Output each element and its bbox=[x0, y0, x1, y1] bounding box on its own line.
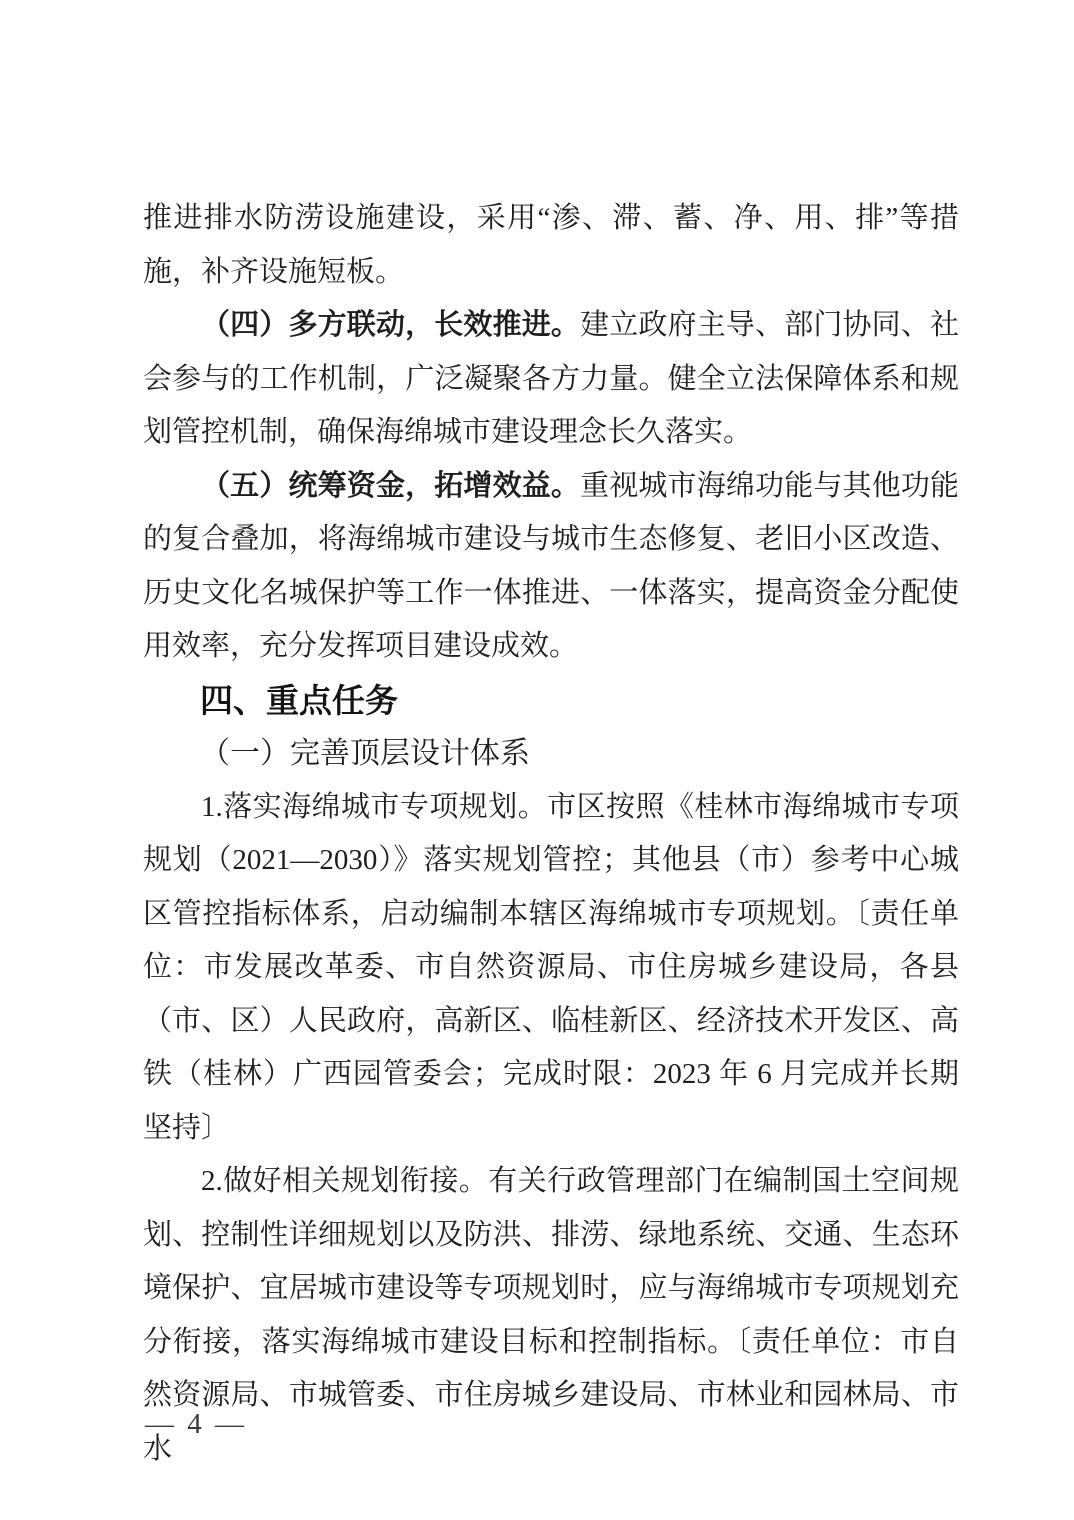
paragraph-task-2: 2.做好相关规划衔接。有关行政管理部门在编制国土空间规划、控制性详细规划以及防洪、排涝、绿地系统、交通、生态环境保护、宜居城市建设等专项规划时，应与海绵城市专项规划充分衔接，落实海绵城市建设目标和控制指标。〔责任单位：市自然资源局、市城管委、市住房城乡建设局、市林业和园林局、市水 bbox=[143, 1165, 959, 1465]
paragraph-item-four-lead: （四）多方联动，长效推进。 bbox=[201, 309, 581, 341]
paragraph-item-four-text: 建立政府主导、部门协同、社会参与的工作机制，广泛凝聚各方力量。健全立法保障体系和规划管控机制，确保海绵城市建设理念长久落实。 bbox=[143, 309, 959, 448]
paragraph-continuation: 推进排水防涝设施建设，采用“渗、滞、蓄、净、用、排”等措施，补齐设施短板。 bbox=[143, 202, 959, 288]
subsection-heading-top-level-design: （一）完善顶层设计体系 bbox=[200, 737, 530, 770]
section-heading-key-tasks: 四、重点任务 bbox=[200, 681, 398, 719]
paragraph-task-1: 1.落实海绵城市专项规划。市区按照《桂林市海绵城市专项规划（2021—2030）》落实规划管控；其他县（市）参考中心城区管控指标体系，启动编制本辖区海绵城市专项规划。〔责任单位：市发展改革委、市自然资源局、市住房城乡建设局，各县（市、区）人民政府，高新区、临桂新区、经济技术开发区、高铁（桂林）广西园管委会；完成时限：2023 年 6 月完成并长期坚持〕 bbox=[143, 790, 959, 1144]
document-content bbox=[143, 192, 959, 1476]
paragraph-item-five bbox=[143, 460, 959, 674]
page-number: — 4 — bbox=[145, 1408, 247, 1440]
paragraph-item-five-text: 重视城市海绵功能与其他功能的复合叠加，将海绵城市建设与城市生态修复、老旧小区改造、历史文化名城保护等工作一体推进、一体落实，提高资金分配使用效率，充分发挥项目建设成效。 bbox=[143, 469, 959, 662]
paragraph-item-five-lead: （五）统筹资金，拓增效益。 bbox=[201, 469, 581, 502]
paragraph-item-four bbox=[143, 299, 959, 460]
